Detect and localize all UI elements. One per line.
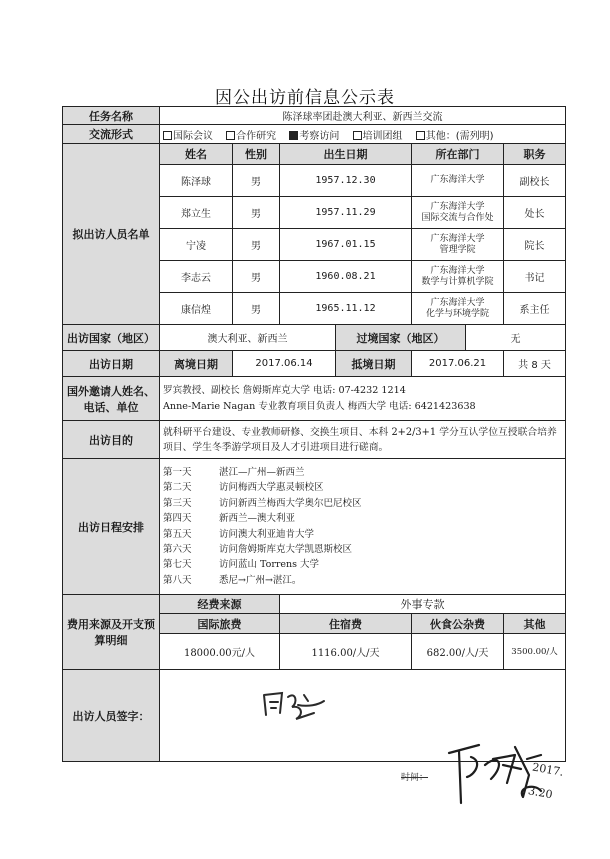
person-dept: 广东海洋大学 管理学院 xyxy=(412,229,504,261)
person-name: 李志云 xyxy=(160,261,233,293)
schedule-item: 第六天 访问詹姆斯库克大学凯恩斯校区 xyxy=(163,543,353,555)
total-days: 共 8 天 xyxy=(504,351,566,377)
purpose-row xyxy=(63,421,566,459)
budget-meals-header: 伙食公杂费 xyxy=(412,614,504,634)
inviter-line: Anne-Marie Nagan 专业教育项目负责人 梅西大学 电话: 6421423638 xyxy=(163,400,476,412)
budget-source-row xyxy=(63,595,566,614)
schedule-item: 第二天 访问梅西大学惠灵顿校区 xyxy=(163,482,324,494)
schedule-row xyxy=(63,459,566,595)
checkbox-icon[interactable] xyxy=(416,131,425,140)
person-position: 系主任 xyxy=(504,293,566,325)
depart-date-value: 2017.06.14 xyxy=(233,351,336,377)
person-position: 院长 xyxy=(504,229,566,261)
budget-lodging-value: 1116.00/人/天 xyxy=(280,634,412,670)
budget-source-value: 外事专款 xyxy=(280,595,566,614)
handwritten-signature-1 xyxy=(258,685,328,725)
budget-source-header: 经费来源 xyxy=(160,595,280,614)
person-name: 郑立生 xyxy=(160,197,233,229)
option-conference[interactable]: 国际会议 xyxy=(163,131,213,142)
person-name: 陈泽球 xyxy=(160,165,233,197)
person-dept: 广东海洋大学 化学与环境学院 xyxy=(412,293,504,325)
option-research[interactable]: 合作研究 xyxy=(226,131,276,142)
checkbox-checked-icon[interactable] xyxy=(289,131,298,140)
person-birth: 1957.12.30 xyxy=(280,165,412,197)
inviter-label: 国外邀请人姓名、电话、单位 xyxy=(63,377,160,421)
person-birth: 1957.11.29 xyxy=(280,197,412,229)
exchange-form-row xyxy=(63,125,566,144)
col-dept-header: 所在部门 xyxy=(412,144,504,165)
person-name: 康信煌 xyxy=(160,293,233,325)
person-dept: 广东海洋大学 数学与计算机学院 xyxy=(412,261,504,293)
schedule-item: 第七天 访问蓝山 Torrens 大学 xyxy=(163,559,320,571)
country-row xyxy=(63,325,566,351)
option-training[interactable]: 培训团组 xyxy=(353,131,403,142)
signature-label: 出访人员签字： xyxy=(63,670,160,762)
person-name: 宁凌 xyxy=(160,229,233,261)
info-form-table xyxy=(62,106,566,762)
person-position: 副校长 xyxy=(504,165,566,197)
person-birth: 1967.01.15 xyxy=(280,229,412,261)
depart-date-label: 离境日期 xyxy=(160,351,233,377)
date-row xyxy=(63,351,566,377)
person-gender: 男 xyxy=(233,165,280,197)
arrive-date-value: 2017.06.21 xyxy=(412,351,504,377)
schedule-item: 第五天 访问澳大利亚迪肯大学 xyxy=(163,528,315,540)
col-birth-header: 出生日期 xyxy=(280,144,412,165)
transit-label: 过境国家（地区） xyxy=(336,325,466,351)
page-title: 因公出访前信息公示表 xyxy=(215,88,395,108)
budget-travel-header: 国际旅费 xyxy=(160,614,280,634)
purpose-value: 就科研平台建设、专业教师研修、交换生项目、本科 2+2/3+1 学分互认学位互授联合培养项目、学生冬季游学项目及人才引进项目进行磋商。 xyxy=(160,421,566,459)
checkbox-icon[interactable] xyxy=(353,131,362,140)
exchange-options xyxy=(160,125,566,144)
checkbox-icon[interactable] xyxy=(226,131,235,140)
schedule-label: 出访日程安排 xyxy=(63,459,160,595)
time-label: 时间： xyxy=(401,773,429,783)
transit-value: 无 xyxy=(466,325,566,351)
schedule-item: 第四天 新西兰—澳大利亚 xyxy=(163,513,296,525)
country-value: 澳大利亚、新西兰 xyxy=(160,325,336,351)
col-name-header: 姓名 xyxy=(160,144,233,165)
personnel-header-row xyxy=(63,144,566,165)
col-gender-header: 性别 xyxy=(233,144,280,165)
exchange-form-label: 交流形式 xyxy=(63,125,160,144)
budget-other-value: 3500.00/人 xyxy=(504,634,566,670)
task-name-row xyxy=(63,107,566,125)
person-gender: 男 xyxy=(233,229,280,261)
person-birth: 1960.08.21 xyxy=(280,261,412,293)
person-gender: 男 xyxy=(233,293,280,325)
schedule-item: 第三天 访问新西兰梅西大学奥尔巴尼校区 xyxy=(163,497,362,509)
schedule-item: 第八天 悉尼→广州→湛江。 xyxy=(163,574,302,586)
option-other[interactable]: 其他：(需列明) xyxy=(416,131,494,142)
signature-date: 2017. 3.20 xyxy=(527,760,565,802)
budget-label: 费用来源及开支预算明细 xyxy=(63,595,160,670)
option-visit[interactable]: 考察访问 xyxy=(289,131,339,142)
person-gender: 男 xyxy=(233,261,280,293)
person-dept: 广东海洋大学 xyxy=(412,165,504,197)
person-birth: 1965.11.12 xyxy=(280,293,412,325)
personnel-label: 拟出访人员名单 xyxy=(63,144,160,325)
inviter-value xyxy=(160,377,566,421)
inviter-line: 罗宾教授、副校长 詹姆斯库克大学 电话: 07-4232 1214 xyxy=(163,384,406,396)
person-position: 书记 xyxy=(504,261,566,293)
budget-meals-value: 682.00/人/天 xyxy=(412,634,504,670)
col-position-header: 职务 xyxy=(504,144,566,165)
budget-lodging-header: 住宿费 xyxy=(280,614,412,634)
checkbox-icon[interactable] xyxy=(163,131,172,140)
purpose-label: 出访目的 xyxy=(63,421,160,459)
date-label: 出访日期 xyxy=(63,351,160,377)
budget-other-header: 其他 xyxy=(504,614,566,634)
schedule-list xyxy=(160,459,566,595)
task-name-value: 陈泽球率团赴澳大利亚、新西兰交流 xyxy=(160,107,566,125)
arrive-date-label: 抵境日期 xyxy=(336,351,412,377)
schedule-item: 第一天 湛江—广州—新西兰 xyxy=(163,466,305,478)
task-name-label: 任务名称 xyxy=(63,107,160,125)
inviter-row xyxy=(63,377,566,421)
country-label: 出访国家（地区） xyxy=(63,325,160,351)
person-dept: 广东海洋大学 国际交流与合作处 xyxy=(412,197,504,229)
person-position: 处长 xyxy=(504,197,566,229)
person-gender: 男 xyxy=(233,197,280,229)
budget-travel-value: 18000.00元/人 xyxy=(160,634,280,670)
